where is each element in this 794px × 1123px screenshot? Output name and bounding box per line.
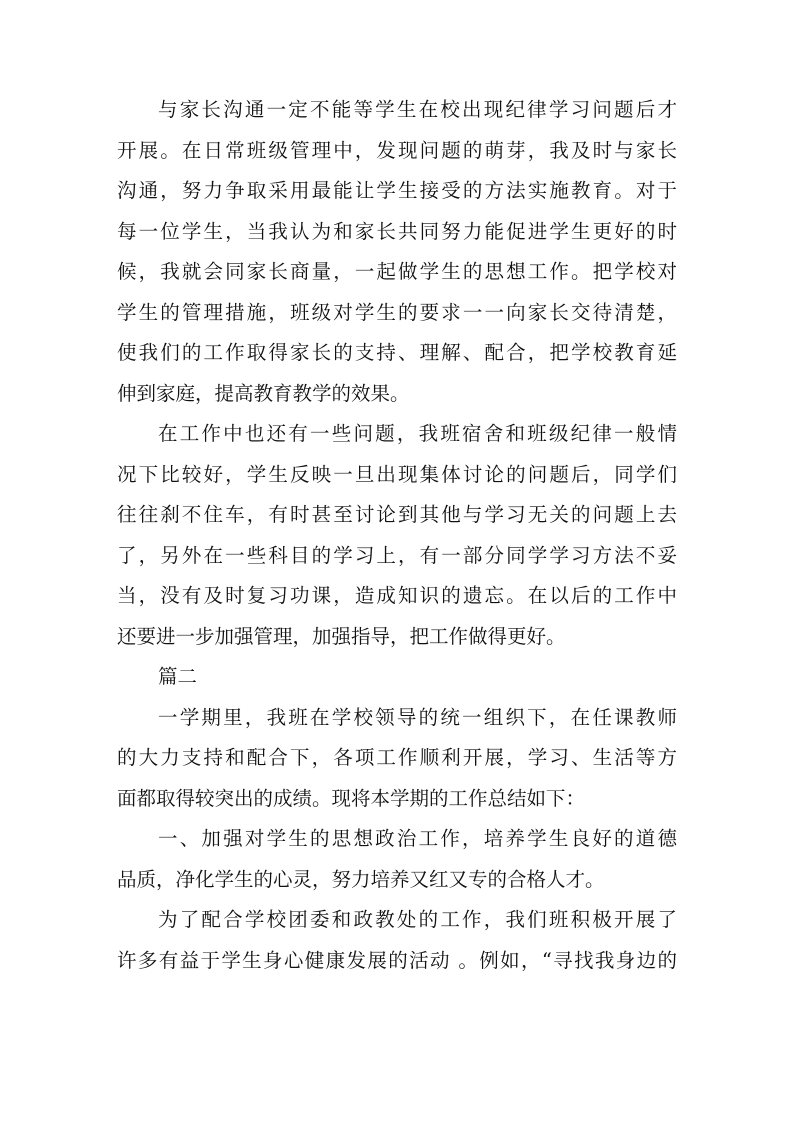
text-line: 往往刹不住车，有时甚至讨论到其他与学习无关的问题上去	[117, 503, 677, 526]
text-line: 使我们的工作取得家长的支持、理解、配合，把学校教育延	[117, 341, 677, 364]
text-line: 品质，净化学生的心灵，努力培养又红又专的合格人才。	[117, 867, 605, 891]
text-line: 一、加强对学生的思想政治工作，培养学生良好的道德	[158, 827, 677, 850]
text-line: 一学期里，我班在学校领导的统一组织下，在任课教师	[158, 705, 677, 729]
text-line: 许多有益于学生身心健康发展的活动 。例如，“寻找我身边的	[117, 948, 677, 972]
text-line: 了，另外在一些科目的学习上，有一部分同学学习方法不妥	[117, 543, 677, 567]
text-line: 在工作中也还有一些问题，我班宿舍和班级纪律一般情	[158, 422, 677, 445]
text-line: 的大力支持和配合下，各项工作顺利开展，学习、生活等方	[117, 746, 677, 769]
document-body	[117, 90, 677, 981]
text-line: 面都取得较突出的成绩。现将本学期的工作总结如下：	[117, 786, 586, 810]
section-heading: 篇二	[158, 665, 198, 688]
text-line: 当，没有及时复习功课，造成知识的遗忘。在以后的工作中	[117, 584, 677, 607]
text-line: 况下比较好，学生反映一旦出现集体讨论的问题后，同学们	[117, 462, 677, 486]
text-line: 沟通，努力争取采用最能让学生接受的方法实施教育。对于	[117, 179, 677, 202]
text-line: 与家长沟通一定不能等学生在校出现纪律学习问题后才	[158, 98, 677, 121]
text-line: 开展。在日常班级管理中，发现问题的萌芽，我及时与家长	[117, 138, 677, 162]
text-line: 每一位学生，当我认为和家长共同努力能促进学生更好的时	[117, 219, 677, 243]
text-line: 为了配合学校团委和政教处的工作，我们班积极开展了	[158, 908, 677, 931]
text-line: 候，我就会同家长商量，一起做学生的思想工作。把学校对	[117, 260, 677, 283]
text-line: 还要进一步加强管理，加强指导，把工作做得更好。	[117, 624, 566, 648]
text-line: 学生的管理措施，班级对学生的要求一一向家长交待清楚，	[117, 300, 677, 324]
text-line: 伸到家庭，提高教育教学的效果。	[117, 381, 410, 405]
